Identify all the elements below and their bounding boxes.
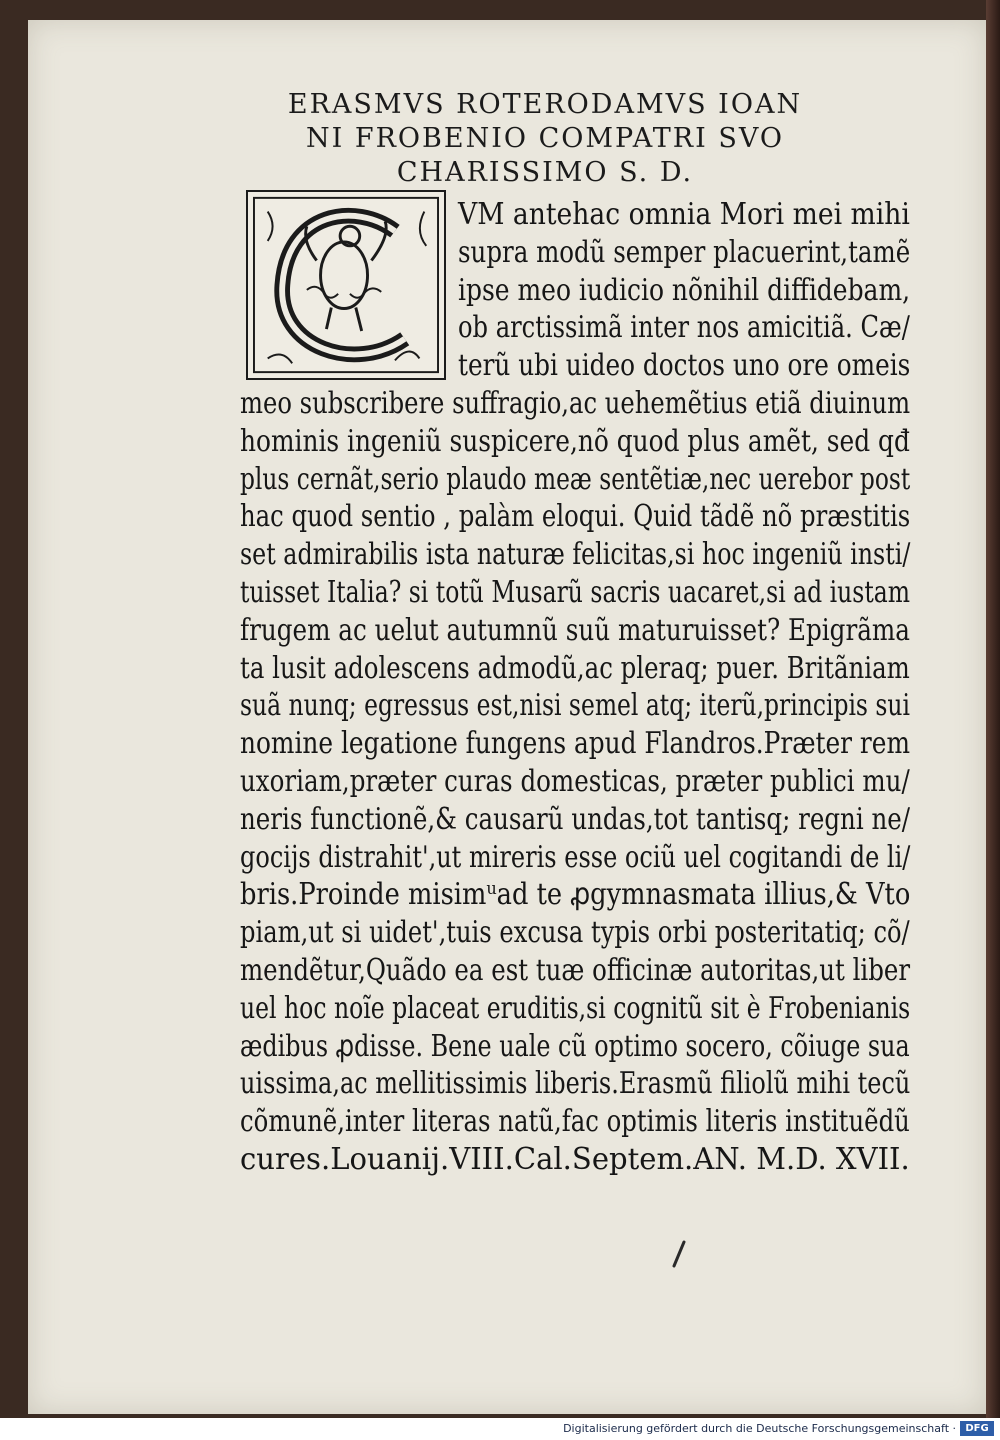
text-line: ipse meo iudicio nõnihil diffidebam, bbox=[458, 272, 911, 308]
heading-line-2: NI FROBENIO COMPATRI SVO bbox=[305, 123, 785, 154]
text-line: terũ ubi uideo doctos uno ore omeis bbox=[458, 348, 911, 384]
text-line: cõmunẽ,inter literas natũ,fac optimis literis instituẽdũ bbox=[240, 1104, 910, 1140]
text-line: piam,ut si uidet',tuis excusa typis orbi posteritatiq; cõ/ bbox=[240, 915, 910, 951]
text-line: nomine legatione fungens apud Flandros.Præter rem bbox=[240, 726, 911, 762]
text-line: supra modũ semper placuerint,tamẽ bbox=[458, 234, 911, 270]
decorated-initial-c bbox=[246, 190, 446, 380]
text-line: neris functionẽ,& causarũ undas,tot tantisq; regni ne/ bbox=[240, 801, 911, 837]
text-line: hac quod sentio , palàm eloqui. Quid tãdẽ nõ præstitis bbox=[240, 499, 911, 535]
text-line: mendẽtur,Quãdo ea est tuæ officinæ autoritas,ut liber bbox=[240, 953, 911, 988]
text-line: ta lusit adolescens admodũ,ac pleraq; puer. Britãniam bbox=[240, 650, 910, 686]
footer-credit: Digitalisierung gefördert durch die Deutsche Forschungsgemeinschaft · bbox=[563, 1422, 956, 1435]
text-line: bris.Proinde misimᵘad te ꝓgymnasmata illius,& Vto bbox=[240, 877, 911, 913]
heading-line-1: ERASMVS ROTERODAMVS IOAN bbox=[287, 89, 803, 120]
book-edge bbox=[986, 0, 1000, 1418]
text-line: meo subscribere suffragio,ac uehemẽtius etiã diuinum bbox=[240, 386, 911, 421]
text-line: set admirabilis ista naturæ felicitas,si hoc ingeniũ insti/ bbox=[240, 537, 911, 573]
text-line: uissima,ac mellitissimis liberis.Erasmũ filiolũ mihi tecũ bbox=[240, 1066, 911, 1102]
text-line: suã nunq; egressus est,nisi semel atq; iterũ,principis sui bbox=[240, 688, 911, 724]
text-line: hominis ingeniũ suspicere,nõ quod plus amẽt, sed qđ bbox=[240, 423, 910, 459]
dfg-logo: DFG bbox=[960, 1421, 994, 1436]
text-line: uxoriam,præter curas domesticas, præter publici mu/ bbox=[240, 764, 910, 799]
text-line: uel hoc noĩe placeat eruditis,si cognitũ sit è Frobenianis bbox=[240, 990, 911, 1026]
text-line: plus cernãt,serio plaudo meæ sentẽtiæ,nec uerebor post bbox=[240, 461, 911, 497]
text-line: gocijs distrahit',ut mireris esse ociũ uel cogitandi de li/ bbox=[240, 839, 911, 875]
text-line: VM antehac omnia Mori mei mihi bbox=[458, 197, 910, 232]
heading-line-3: CHARISSIMO S. D. bbox=[396, 157, 694, 188]
text-line: ob arctissimã inter nos amicitiã. Cæ/ bbox=[458, 310, 910, 346]
text-line: tuisset Italia? si totũ Musarũ sacris uacaret,si ad iustam bbox=[240, 575, 911, 610]
ink-mark bbox=[672, 1240, 686, 1268]
text-line: frugem ac uelut autumnũ suũ maturuisset? Epigrãma bbox=[240, 612, 910, 648]
text-line: cures.Louanij.VIII.Cal.Septem.AN. M.D. XVII. bbox=[240, 1142, 910, 1177]
text-line: ædibus ꝓdisse. Bene uale cũ optimo socero, cõiuge sua bbox=[240, 1028, 910, 1064]
